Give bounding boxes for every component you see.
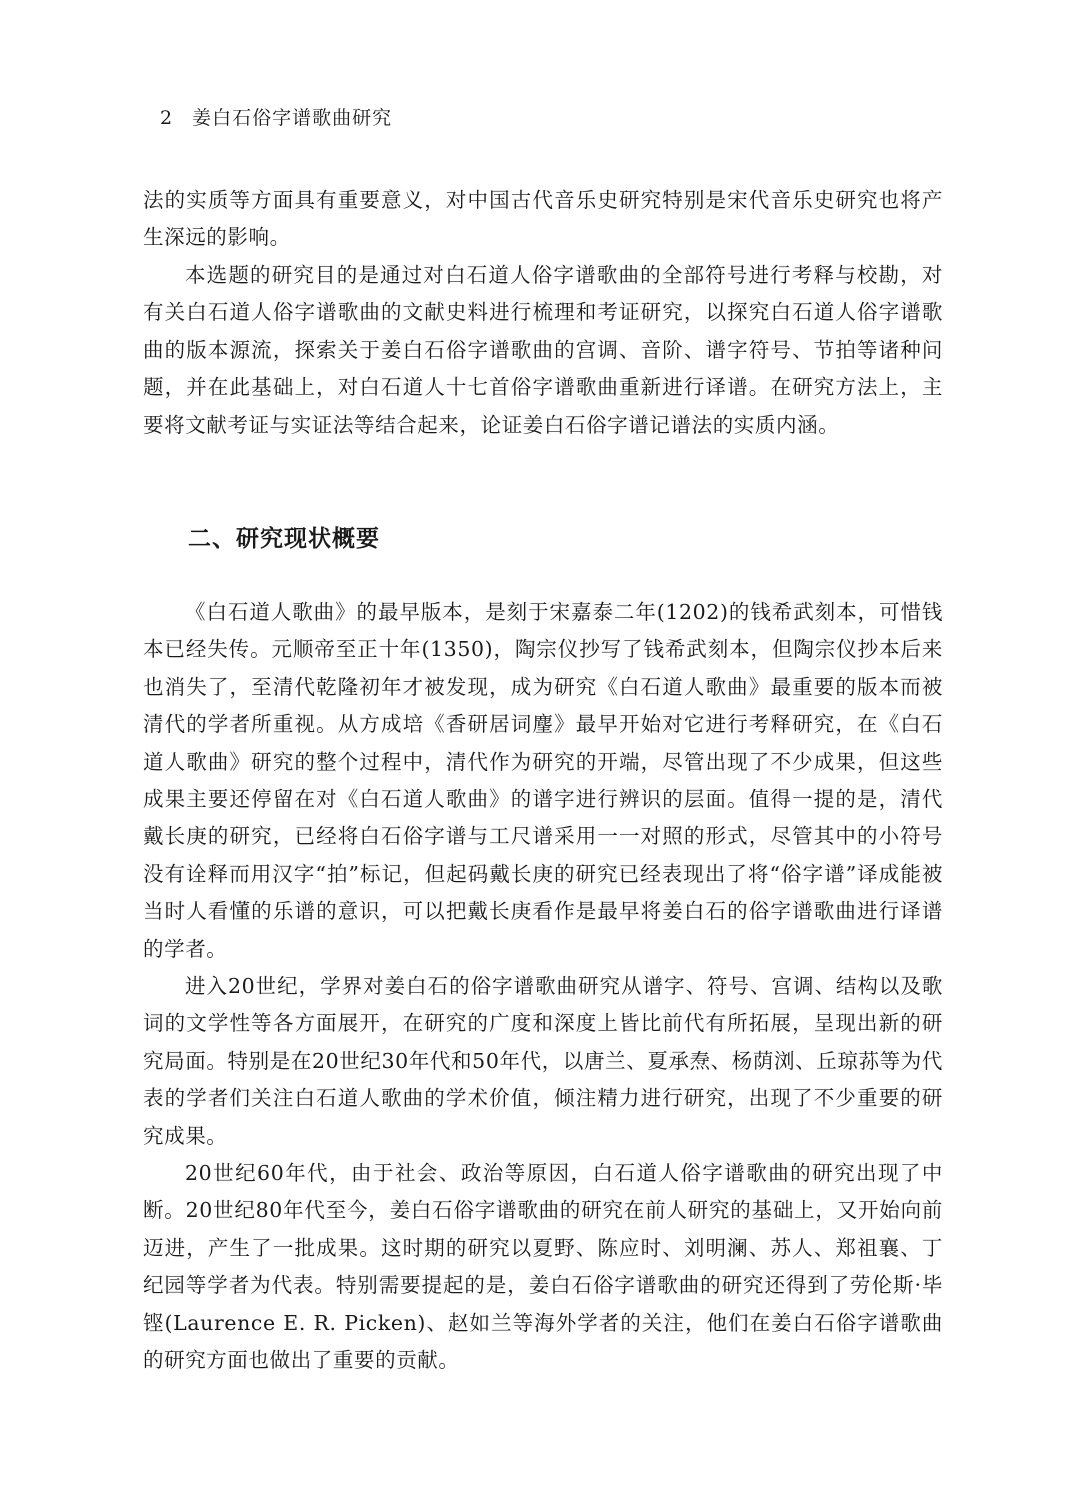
- body-paragraph: 《白石道人歌曲》的最早版本，是刻于宋嘉泰二年(1202)的钱希武刻本，可惜钱本已经失传。元顺帝至正十年(1350)，陶宗仪抄写了钱希武刻本，但陶宗仪抄本后来也消失了，至清代乾隆初年才被发现，成为研究《白石道人歌曲》最重要的版本而被清代的学者所重视。从方成培《香研居词麈》最早开始对它进行考释研究，在《白石道人歌曲》研究的整个过程中，清代作为研究的开端，尽管出现了不少成果，但这些成果主要还停留在对《白石道人歌曲》的谱字进行辨识的层面。值得一提的是，清代戴长庚的研究，已经将白石俗字谱与工尺谱采用一一对照的形式，尽管其中的小符号没有诠释而用汉字“拍”标记，但起码戴长庚的研究已经表现出了将“俗字谱”译成能被当时人看懂的乐谱的意识，可以把戴长庚看作是最早将姜白石的俗字谱歌曲进行译谱的学者。: [143, 600, 943, 961]
- running-header: [160, 104, 392, 132]
- body-paragraph: 进入20世纪，学界对姜白石的俗字谱歌曲研究从谱字、符号、宫调、结构以及歌词的文学性等各方面展开，在研究的广度和深度上皆比前代有所拓展，呈现出新的研究局面。特别是在20世纪30年代和50年代，以唐兰、夏承焘、杨荫浏、丘琼荪等为代表的学者们关注白石道人歌曲的学术价值，倾注精力进行研究，出现了不少重要的研究成果。: [143, 974, 943, 1148]
- section-heading: 二、研究现状概要: [188, 526, 380, 552]
- body-paragraph: 法的实质等方面具有重要意义，对中国古代音乐史研究特别是宋代音乐史研究也将产生深远的影响。: [143, 188, 943, 250]
- body-paragraph: 本选题的研究目的是通过对白石道人俗字谱歌曲的全部符号进行考释与校勘，对有关白石道人俗字谱歌曲的文献史料进行梳理和考证研究，以探究白石道人俗字谱歌曲的版本源流，探索关于姜白石俗字谱歌曲的宫调、音阶、谱字符号、节拍等诸种问题，并在此基础上，对白石道人十七首俗字谱歌曲重新进行译谱。在研究方法上，主要将文献考证与实证法等结合起来，论证姜白石俗字谱记谱法的实质内涵。: [143, 263, 943, 437]
- page-number: 2: [160, 107, 174, 129]
- book-title: 姜白石俗字谱歌曲研究: [192, 107, 393, 129]
- body-paragraph: 20世纪60年代，由于社会、政治等原因，白石道人俗字谱歌曲的研究出现了中断。20世纪80年代至今，姜白石俗字谱歌曲的研究在前人研究的基础上，又开始向前迈进，产生了一批成果。这时期的研究以夏野、陈应时、刘明澜、苏人、郑祖襄、丁纪园等学者为代表。特别需要提起的是，姜白石俗字谱歌曲的研究还得到了劳伦斯·毕铿(Laurence E. R. Picken)、赵如兰等海外学者的关注，他们在姜白石俗字谱歌曲的研究方面也做出了重要的贡献。: [143, 1161, 943, 1373]
